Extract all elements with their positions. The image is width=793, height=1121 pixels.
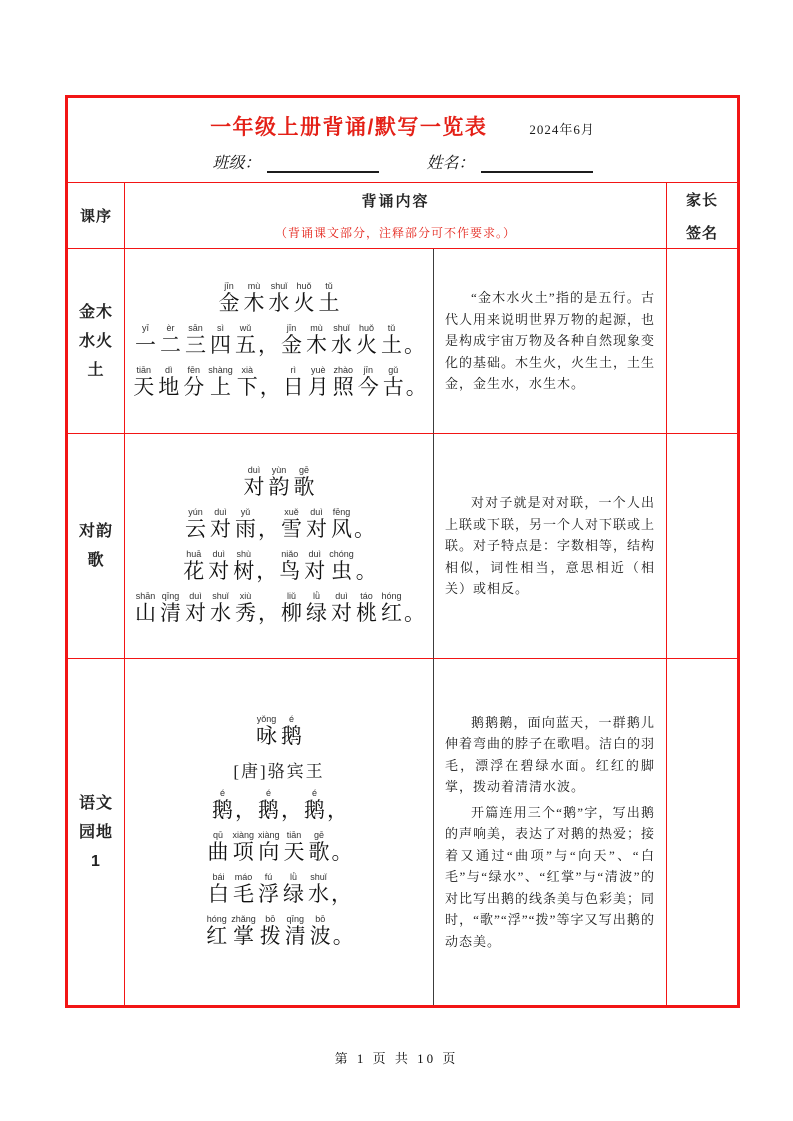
pinyin-annotation: yǔ [235, 506, 256, 517]
table-header-sign [667, 183, 737, 249]
hanzi-with-pinyin: 对duì [208, 548, 230, 583]
hanzi-with-pinyin: 金jīn [281, 322, 302, 357]
pinyin-annotation: duì [243, 464, 265, 475]
hanzi-with-pinyin: 今jīn [357, 364, 379, 399]
pinyin-annotation: huā [183, 548, 205, 559]
lesson-label-line: 对韵 [78, 523, 113, 540]
pinyin-annotation: é [281, 713, 302, 724]
hanzi-with-pinyin: 白bái [208, 871, 229, 906]
page-title: 一年级上册背诵/默写一览表 [210, 116, 488, 139]
hanzi-with-pinyin: 水shuǐ [308, 871, 329, 906]
hanzi-with-pinyin: 地dì [158, 364, 180, 399]
explanation-cell [434, 434, 667, 659]
pinyin-annotation: qīng [284, 913, 306, 924]
document-date: 2024年6月 [529, 122, 595, 137]
lesson-label-line: 1 [91, 852, 101, 870]
sign-header-line2: 签名 [685, 224, 718, 242]
pinyin-annotation: lǜ [306, 590, 327, 601]
pinyin-annotation: duì [185, 590, 206, 601]
hanzi-with-pinyin: 对duì [185, 590, 206, 625]
pinyin-annotation: fú [258, 871, 279, 882]
hanzi-with-pinyin: 火huǒ [356, 322, 377, 357]
pinyin-annotation: táo [356, 590, 377, 601]
poem-line [206, 873, 352, 908]
pinyin-annotation: wǔ [235, 322, 256, 333]
student-info-row [68, 150, 737, 173]
hanzi-with-pinyin: 古gǔ [382, 364, 404, 399]
hanzi-with-pinyin: 浮fú [258, 871, 279, 906]
explanation-paragraph: “金木水火土”指的是五行。古代人用来说明世界万物的起源，也是构成宇宙万物及各种自然现象变化的基础。木生火，火生土，土生金，金生水，水生木。 [445, 290, 656, 392]
poem-title [242, 466, 317, 501]
pinyin-annotation: é [212, 787, 233, 798]
name-label: 姓名： [426, 155, 475, 172]
pinyin-annotation: bái [208, 871, 229, 882]
poem-line [205, 831, 352, 866]
pinyin-annotation: gǔ [382, 364, 404, 375]
class-blank-line[interactable] [267, 155, 379, 173]
hanzi-with-pinyin: 对duì [331, 590, 352, 625]
poem-line [204, 915, 354, 950]
hanzi-with-pinyin: 韵yùn [268, 464, 290, 499]
sign-header-line1: 家长 [685, 191, 718, 209]
hanzi-with-pinyin: 天tiān [133, 364, 155, 399]
hanzi-with-pinyin: 向xiàng [257, 829, 280, 864]
pinyin-annotation: mù [243, 280, 265, 291]
hanzi-with-pinyin: 一yī [135, 322, 156, 357]
pinyin-annotation: fēng [331, 506, 352, 517]
hanzi-with-pinyin: 上shàng [208, 364, 233, 399]
punctuation: ， [258, 332, 279, 357]
pinyin-annotation: gē [308, 829, 330, 840]
punctuation: ， [331, 881, 352, 906]
pinyin-annotation: yún [185, 506, 206, 517]
pinyin-annotation: duì [331, 590, 352, 601]
hanzi-with-pinyin: 红hóng [381, 590, 402, 625]
explanation-cell [434, 659, 667, 1005]
hanzi-with-pinyin: 金jīn [218, 280, 240, 315]
pinyin-annotation: tǔ [318, 280, 340, 291]
parent-signature-cell[interactable] [667, 249, 737, 434]
hanzi-with-pinyin: 鹅é [212, 787, 233, 822]
hanzi-with-pinyin: 对duì [306, 506, 327, 541]
pinyin-annotation: hóng [206, 913, 228, 924]
pinyin-annotation: hóng [381, 590, 402, 601]
hanzi-with-pinyin: 桃táo [356, 590, 377, 625]
document-header [68, 98, 737, 182]
hanzi-with-pinyin: 五wǔ [235, 322, 256, 357]
hanzi-with-pinyin: 天tiān [283, 829, 305, 864]
poem-line [210, 789, 348, 824]
punctuation: ， [258, 516, 279, 541]
punctuation: 。 [404, 332, 425, 357]
pinyin-annotation: sān [185, 322, 206, 333]
hanzi-with-pinyin: 虫chóng [329, 548, 354, 583]
pinyin-annotation: sì [210, 322, 231, 333]
pinyin-annotation: mù [306, 322, 327, 333]
hanzi-with-pinyin: 水shuǐ [268, 280, 290, 315]
lesson-label-line: 土 [87, 361, 105, 379]
pinyin-annotation: xiàng [257, 829, 280, 840]
explanation-paragraph: 鹅鹅鹅，面向蓝天，一群鹅儿伸着弯曲的脖子在歌唱。洁白的羽毛，漂浮在碧绿水面。红红的脚掌，拨动着清清水波。 [445, 714, 656, 795]
hanzi-with-pinyin: 掌zhǎng [231, 913, 256, 948]
punctuation: ， [256, 558, 278, 583]
hanzi-with-pinyin: 绿lǜ [283, 871, 304, 906]
hanzi-with-pinyin: 四sì [210, 322, 231, 357]
pinyin-annotation: tǔ [381, 322, 402, 333]
lesson-cell [68, 249, 125, 434]
pinyin-annotation: shuǐ [308, 871, 329, 882]
hanzi-with-pinyin: 红hóng [206, 913, 228, 948]
punctuation: 。 [404, 600, 425, 625]
name-blank-line[interactable] [481, 155, 593, 173]
pinyin-annotation: shuǐ [210, 590, 231, 601]
punctuation: ， [259, 374, 281, 399]
poem-line [183, 508, 375, 543]
explanation-cell [434, 249, 667, 434]
pinyin-annotation: é [304, 787, 325, 798]
hanzi-with-pinyin: 对duì [243, 464, 265, 499]
pinyin-annotation: qū [207, 829, 229, 840]
pinyin-annotation: bō [309, 913, 331, 924]
content-cell [125, 434, 434, 659]
pinyin-annotation: shān [135, 590, 156, 601]
hanzi-with-pinyin: 土tǔ [318, 280, 340, 315]
pinyin-annotation: jīn [281, 322, 302, 333]
punctuation: ， [258, 600, 279, 625]
pinyin-annotation: duì [210, 506, 231, 517]
name-field [427, 150, 593, 173]
hanzi-with-pinyin: 三sān [185, 322, 206, 357]
pinyin-annotation: tiān [283, 829, 305, 840]
table-header-content [125, 183, 667, 249]
content-header-note: （背诵课文部分，注释部分可不作要求。） [274, 226, 516, 240]
pinyin-annotation: xiàng [232, 829, 254, 840]
page-footer: 第 1 页 共 10 页 [334, 1051, 459, 1066]
hanzi-with-pinyin: 清qīng [284, 913, 306, 948]
poem-line [181, 550, 377, 585]
hanzi-with-pinyin: 水shuǐ [331, 322, 352, 357]
hanzi-with-pinyin: 雨yǔ [235, 506, 256, 541]
lesson-label-line: 语文 [78, 794, 113, 812]
pinyin-annotation: huǒ [356, 322, 377, 333]
title-row [68, 111, 737, 141]
hanzi-with-pinyin: 清qīng [160, 590, 181, 625]
punctuation: 。 [354, 516, 375, 541]
pinyin-annotation: xiù [235, 590, 256, 601]
hanzi-with-pinyin: 土tǔ [381, 322, 402, 357]
pinyin-annotation: chóng [329, 548, 354, 559]
punctuation: 。 [332, 923, 354, 948]
recitation-table [68, 182, 737, 1005]
punctuation: 。 [331, 839, 353, 864]
pinyin-annotation: èr [160, 322, 181, 333]
poem-line [133, 592, 425, 627]
pinyin-annotation: tiān [133, 364, 155, 375]
hanzi-with-pinyin: 木mù [243, 280, 265, 315]
pinyin-annotation: shù [233, 548, 255, 559]
lesson-cell [68, 434, 125, 659]
pinyin-annotation: yī [135, 322, 156, 333]
punctuation: ， [235, 797, 256, 822]
pinyin-annotation: yùn [268, 464, 290, 475]
pinyin-annotation: huǒ [293, 280, 315, 291]
hanzi-with-pinyin: 雪xuě [281, 506, 302, 541]
hanzi-with-pinyin: 对duì [210, 506, 231, 541]
lesson-label-line: 园地 [78, 823, 113, 841]
punctuation: ， [281, 797, 302, 822]
hanzi-with-pinyin: 照zhào [332, 364, 354, 399]
class-field [212, 150, 378, 173]
pinyin-annotation: fēn [183, 364, 205, 375]
hanzi-with-pinyin: 秀xiù [235, 590, 256, 625]
document-sheet [65, 95, 740, 1008]
pinyin-annotation: bō [259, 913, 281, 924]
punctuation: 。 [355, 558, 377, 583]
poem-title [254, 715, 304, 750]
lesson-label-line: 金木 [78, 303, 113, 321]
hanzi-with-pinyin: 山shān [135, 590, 156, 625]
hanzi-with-pinyin: 树shù [233, 548, 255, 583]
hanzi-with-pinyin: 项xiàng [232, 829, 254, 864]
pinyin-annotation: yuè [307, 364, 329, 375]
pinyin-annotation: duì [208, 548, 230, 559]
parent-signature-cell[interactable] [667, 434, 737, 659]
pinyin-annotation: máo [233, 871, 254, 882]
hanzi-with-pinyin: 鸟niǎo [279, 548, 301, 583]
hanzi-with-pinyin: 风fēng [331, 506, 352, 541]
pinyin-annotation: zhǎng [231, 913, 256, 924]
pinyin-annotation: gē [293, 464, 315, 475]
pinyin-annotation: liǔ [281, 590, 302, 601]
hanzi-with-pinyin: 下xià [236, 364, 258, 399]
pinyin-annotation: rì [282, 364, 304, 375]
pinyin-annotation: lǜ [283, 871, 304, 882]
pinyin-annotation: é [258, 787, 279, 798]
hanzi-with-pinyin: 拨bō [259, 913, 281, 948]
pinyin-annotation: dì [158, 364, 180, 375]
hanzi-with-pinyin: 火huǒ [293, 280, 315, 315]
hanzi-with-pinyin: 水shuǐ [210, 590, 231, 625]
parent-signature-cell[interactable] [667, 659, 737, 1005]
class-label: 班级： [212, 155, 261, 172]
hanzi-with-pinyin: 歌gē [308, 829, 330, 864]
hanzi-with-pinyin: 曲qū [207, 829, 229, 864]
pinyin-annotation: xuě [281, 506, 302, 517]
poem-line [133, 324, 425, 359]
lesson-cell [68, 659, 125, 1005]
hanzi-with-pinyin: 花huā [183, 548, 205, 583]
hanzi-with-pinyin: 月yuè [307, 364, 329, 399]
pinyin-annotation: qīng [160, 590, 181, 601]
content-cell [125, 659, 434, 1005]
hanzi-with-pinyin: 波bō [309, 913, 331, 948]
table-header-lesson: 课序 [68, 183, 125, 249]
punctuation: 。 [405, 374, 427, 399]
poem-line [131, 366, 427, 401]
hanzi-with-pinyin: 鹅é [258, 787, 279, 822]
hanzi-with-pinyin: 柳liǔ [281, 590, 302, 625]
pinyin-annotation: zhào [332, 364, 354, 375]
pinyin-annotation: duì [306, 506, 327, 517]
poem-author: [唐]骆宾王 [233, 761, 325, 781]
hanzi-with-pinyin: 歌gē [293, 464, 315, 499]
hanzi-with-pinyin: 咏yǒng [256, 713, 277, 748]
pinyin-annotation: yǒng [256, 713, 277, 724]
pinyin-annotation: shuǐ [331, 322, 352, 333]
content-header-label: 背诵内容 [361, 193, 430, 210]
hanzi-with-pinyin: 分fēn [183, 364, 205, 399]
lesson-label-line: 水火 [78, 332, 113, 350]
explanation-paragraph: 开篇连用三个“鹅”字，写出鹅的声响美，表达了对鹅的热爱；接着又通过“曲项”与“向天”、“白毛”与“绿水”、“红掌”与“清波”的对比写出鹅的线条美与色彩美；同时，“歌”“浮”“拨”等字又写出鹅的动态美。 [445, 804, 656, 949]
explanation-paragraph: 对对子就是对对联，一个人出上联或下联，另一个人对下联或上联。对子特点是：字数相等，结构相似，词性相当，意思相近（相关）或相反。 [445, 495, 656, 597]
pinyin-annotation: shàng [208, 364, 233, 375]
poem-title [217, 282, 342, 317]
lesson-label-line: 歌 [87, 552, 105, 569]
hanzi-with-pinyin: 云yún [185, 506, 206, 541]
hanzi-with-pinyin: 毛máo [233, 871, 254, 906]
hanzi-with-pinyin: 日rì [282, 364, 304, 399]
pinyin-annotation: xià [236, 364, 258, 375]
punctuation: ， [327, 797, 348, 822]
pinyin-annotation: shuǐ [268, 280, 290, 291]
hanzi-with-pinyin: 对duì [304, 548, 326, 583]
pinyin-annotation: jīn [218, 280, 240, 291]
hanzi-with-pinyin: 木mù [306, 322, 327, 357]
hanzi-with-pinyin: 鹅é [281, 713, 302, 748]
hanzi-with-pinyin: 二èr [160, 322, 181, 357]
pinyin-annotation: duì [304, 548, 326, 559]
pinyin-annotation: niǎo [279, 548, 301, 559]
content-cell [125, 249, 434, 434]
hanzi-with-pinyin: 绿lǜ [306, 590, 327, 625]
pinyin-annotation: jīn [357, 364, 379, 375]
hanzi-with-pinyin: 鹅é [304, 787, 325, 822]
